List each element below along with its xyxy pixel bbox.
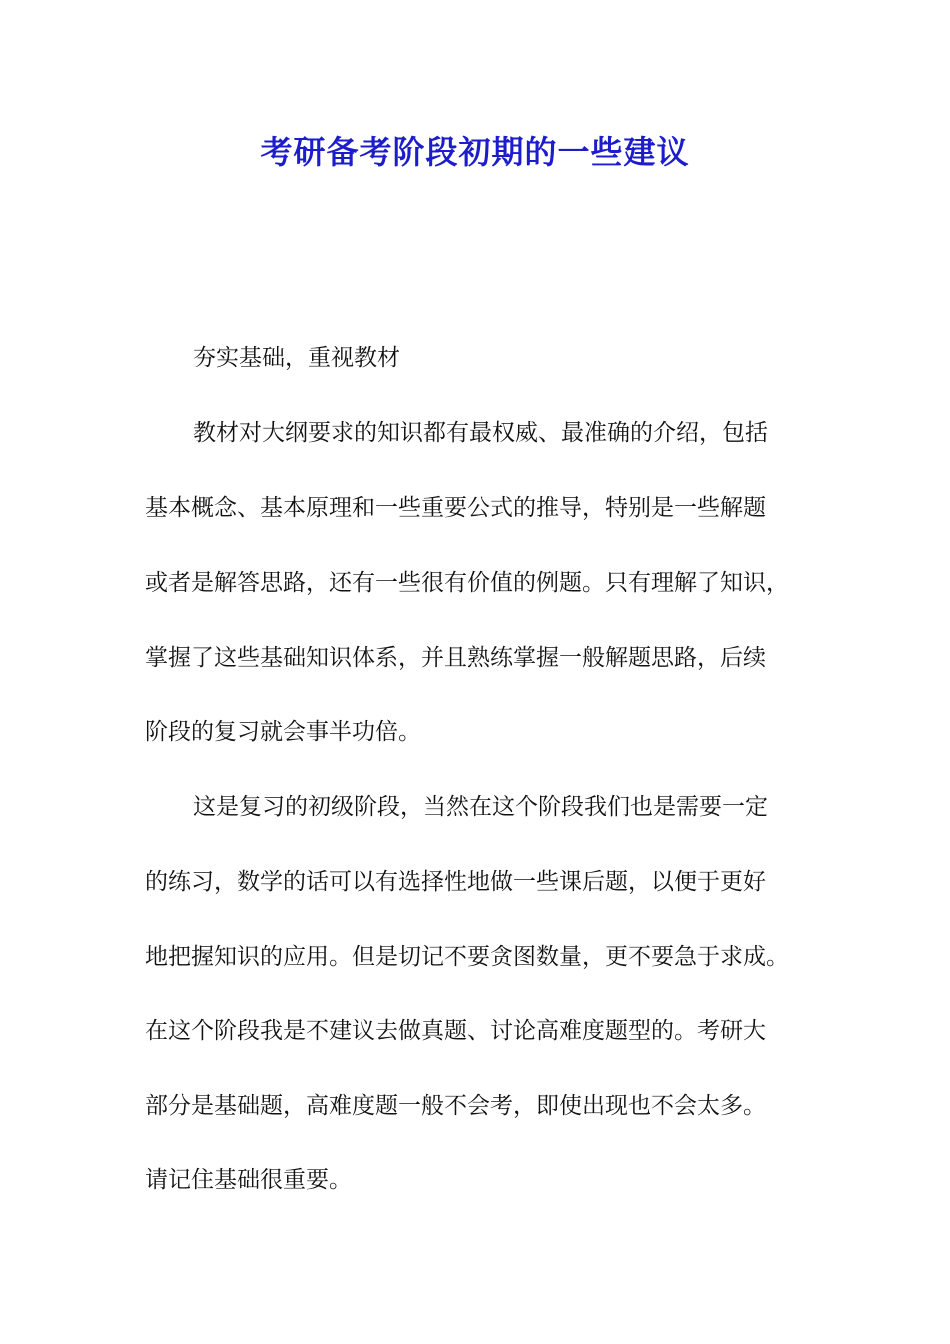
document-title: 考研备考阶段初期的一些建议 bbox=[260, 133, 690, 171]
paragraph-2-line-2: 的练习，数学的话可以有选择性地做一些课后题，以便于更好 bbox=[145, 869, 766, 895]
section-heading: 夯实基础，重视教材 bbox=[193, 345, 400, 371]
paragraph-1-line-1: 教材对大纲要求的知识都有最权威、最准确的介绍，包括 bbox=[193, 420, 768, 446]
paragraph-1-line-3: 或者是解答思路，还有一些很有价值的例题。只有理解了知识， bbox=[145, 570, 789, 596]
paragraph-2-line-3: 地把握知识的应用。但是切记不要贪图数量，更不要急于求成。 bbox=[145, 944, 789, 970]
paragraph-2-line-1: 这是复习的初级阶段，当然在这个阶段我们也是需要一定 bbox=[193, 794, 768, 820]
paragraph-1-line-4: 掌握了这些基础知识体系，并且熟练掌握一般解题思路，后续 bbox=[145, 645, 766, 671]
paragraph-2-line-6: 请记住基础很重要。 bbox=[145, 1167, 352, 1193]
paragraph-1-line-5: 阶段的复习就会事半功倍。 bbox=[145, 719, 421, 745]
paragraph-1-line-2: 基本概念、基本原理和一些重要公式的推导，特别是一些解题 bbox=[145, 495, 766, 521]
paragraph-2-line-5: 部分是基础题，高难度题一般不会考，即使出现也不会太多。 bbox=[145, 1093, 766, 1119]
paragraph-2-line-4: 在这个阶段我是不建议去做真题、讨论高难度题型的。考研大 bbox=[145, 1018, 766, 1044]
